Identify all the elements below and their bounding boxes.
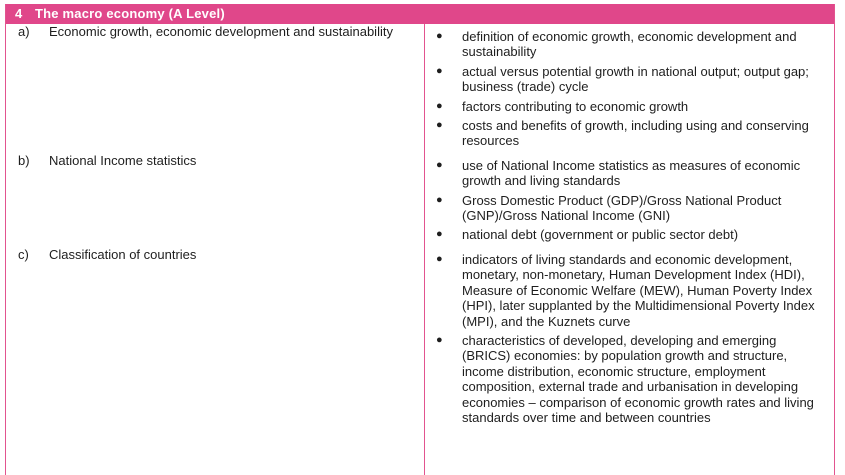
- section-b-points: [432, 153, 834, 243]
- list-item: [432, 99, 827, 114]
- list-item-text: national debt (government or public sector debt): [462, 227, 739, 243]
- section-letter: c): [18, 246, 29, 262]
- list-item: [432, 333, 827, 425]
- list-item: [432, 118, 827, 149]
- bullet-icon: ●: [436, 119, 443, 132]
- bullet-icon: ●: [436, 252, 443, 265]
- list-item-text: indicators of living standards and economic development, monetary, non-monetary, Human Development Index (HDI), Measure of Economic Welfare (MEW), Human Poverty Index (HPI), later supplanted by the Multidimensional Poverty Index (MPI), and the Kuznets curve: [462, 251, 815, 329]
- syllabus-table: [5, 4, 835, 475]
- list-item: [432, 29, 827, 60]
- list-item: [432, 252, 827, 329]
- bullet-icon: ●: [436, 99, 443, 112]
- section-letter: b): [18, 152, 30, 168]
- section-b: [6, 153, 834, 243]
- bullet-icon: ●: [436, 193, 443, 206]
- section-letter: a): [18, 24, 30, 39]
- list-item-text: definition of economic growth, economic development and sustainability: [462, 29, 797, 60]
- section-topic: National Income statistics: [49, 152, 197, 168]
- section-c-points: [432, 247, 834, 425]
- bullet-icon: ●: [436, 64, 443, 77]
- list-item-text: costs and benefits of growth, including using and conserving resources: [462, 118, 809, 149]
- header-title: The macro economy (A Level): [35, 6, 225, 21]
- bullet-icon: ●: [436, 228, 443, 241]
- list-item: [432, 193, 827, 224]
- list-item-text: Gross Domestic Product (GDP)/Gross National Product (GNP)/Gross National Income (GNI): [462, 192, 782, 224]
- list-item-text: actual versus potential growth in national output; output gap; business (trade) cycle: [462, 63, 809, 95]
- bullet-icon: ●: [436, 30, 443, 42]
- list-item-text: factors contributing to economic growth: [462, 98, 689, 114]
- table-header: [6, 4, 834, 24]
- section-a-points: [432, 24, 834, 149]
- list-item: [432, 64, 827, 95]
- section-topic: Economic growth, economic development and sustainability: [49, 24, 393, 39]
- list-item-text: characteristics of developed, developing and emerging (BRICS) economies: by population growth and structure, income distribution, economic structure, employment composition, external trade and urbanisation in developing economies – comparison of economic growth rates and living standards over time and between countries: [462, 332, 814, 425]
- list-item: [432, 158, 827, 189]
- list-item-text: use of National Income statistics as measures of economic growth and living standards: [462, 157, 801, 189]
- bullet-icon: ●: [436, 333, 443, 346]
- section-a: [6, 24, 834, 149]
- bullet-icon: ●: [436, 158, 443, 171]
- section-c: [6, 247, 834, 425]
- header-number: 4: [15, 6, 23, 21]
- table-body: [6, 24, 834, 475]
- list-item: [432, 227, 827, 242]
- section-topic: Classification of countries: [49, 246, 197, 262]
